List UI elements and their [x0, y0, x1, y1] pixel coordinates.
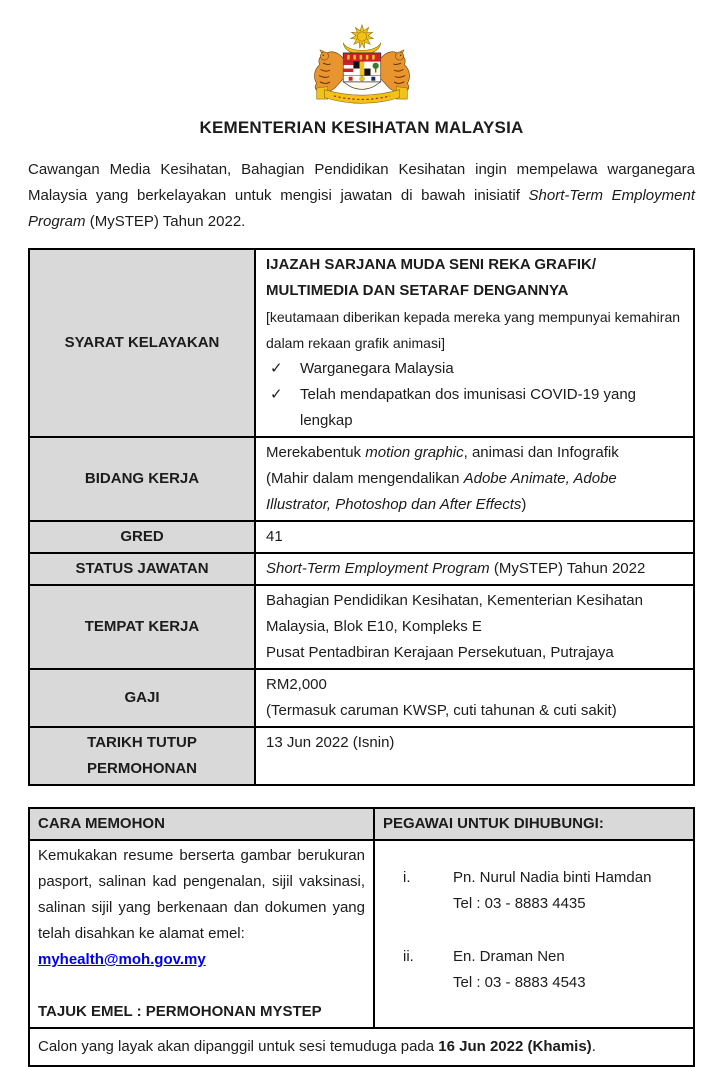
status-value-italic: Short-Term Employment Program [266, 560, 490, 577]
check-icon: ✓ [270, 386, 283, 403]
application-body-row [29, 840, 694, 1028]
tarikh-label-line2: PERMOHONAN [86, 760, 197, 777]
contact-tel: Tel : 03 - 8883 4543 [453, 974, 586, 991]
gaji-label-cell: GAJI [29, 669, 255, 727]
pegawai-header: PEGAWAI UNTUK DIHUBUNGI: [374, 808, 694, 840]
row-status-jawatan [29, 553, 694, 585]
bidang-line1 [266, 440, 683, 466]
intro-text-post: (MySTEP) Tahun 2022. [85, 213, 246, 230]
tempat-line2: Pusat Pentadbiran Kerajaan Persekutuan, Putrajaya [266, 644, 614, 661]
bidang-label-cell: BIDANG KERJA [29, 437, 255, 521]
row-syarat-kelayakan [29, 249, 694, 437]
checklist-item-text: Telah mendapatkan dos imunisasi COVID-19 yang lengkap [300, 386, 637, 429]
qualification-title-line1: IJAZAH SARJANA MUDA SENI REKA GRAFIK/ [266, 256, 597, 273]
footer-text-pre: Calon yang layak akan dipanggil untuk sesi temuduga pada [38, 1038, 439, 1055]
contact-index: ii. [403, 948, 414, 965]
footer-date-bold: 16 Jun 2022 (Khamis) [438, 1038, 592, 1055]
tempat-value-cell [255, 585, 694, 669]
job-details-table [28, 248, 695, 786]
application-header-row [29, 808, 694, 840]
bidang-line1-post: , animasi dan Infografik [463, 444, 619, 461]
bidang-line2 [266, 466, 683, 518]
bidang-line1-italic: motion graphic [365, 444, 464, 461]
interview-note [29, 1028, 694, 1066]
tarikh-label-cell [29, 727, 255, 785]
page-title: KEMENTERIAN KESIHATAN MALAYSIA [199, 118, 524, 137]
status-value-rest: (MySTEP) Tahun 2022 [489, 560, 646, 577]
apply-instructions: Kemukakan resume berserta gambar berukuran pasport, salinan kad pengenalan, sijil vaksinasi, salinan sijil yang berkenaan dan dokumen yang telah disahkan ke alamat emel: [38, 847, 365, 942]
row-gaji [29, 669, 694, 727]
bidang-line2-pre: (Mahir dalam mengendalikan [266, 470, 464, 487]
checklist-item [266, 356, 683, 382]
bidang-line2-post: ) [521, 496, 527, 513]
contact-item [383, 944, 685, 996]
syarat-label-cell: SYARAT KELAYAKAN [29, 249, 255, 437]
status-label-cell: STATUS JAWATAN [29, 553, 255, 585]
gaji-value-cell [255, 669, 694, 727]
row-tarikh-tutup [29, 727, 694, 785]
row-tempat-kerja [29, 585, 694, 669]
contacts-cell [374, 840, 694, 1028]
syarat-value-cell [255, 249, 694, 437]
intro-text-pre: Cawangan Media Kesihatan, Bahagian Pendidikan Kesihatan ingin mempelawa warganegara Malaysia yang berkelayakan untuk mengisi jawatan di bawah inisiatif [28, 161, 695, 204]
tempat-label-cell: TEMPAT KERJA [29, 585, 255, 669]
cara-memohon-header: CARA MEMOHON [29, 808, 374, 840]
footer-row [29, 1028, 694, 1066]
contact-index: i. [403, 869, 411, 886]
intro-paragraph [28, 157, 695, 235]
status-value-cell [255, 553, 694, 585]
row-bidang-kerja [29, 437, 694, 521]
bidang-line2-italic: Adobe Animate, Adobe Illustrator, Photoshop dan After Effects [266, 470, 617, 513]
gred-label-cell: GRED [29, 521, 255, 553]
gaji-note: (Termasuk caruman KWSP, cuti tahunan & cuti sakit) [266, 702, 617, 719]
email-subject-line: TAJUK EMEL : PERMOHONAN MYSTEP [38, 1003, 322, 1020]
coat-of-arms [28, 24, 695, 110]
contact-name: Pn. Nurul Nadia binti Hamdan [453, 869, 652, 886]
contact-tel: Tel : 03 - 8883 4435 [453, 895, 586, 912]
email-link[interactable]: myhealth@moh.gov.my [38, 951, 206, 968]
row-gred [29, 521, 694, 553]
cara-memohon-cell [29, 840, 374, 1028]
checklist-item-text: Warganegara Malaysia [300, 360, 454, 377]
intro-text-italic: Short-Term Employment Program [28, 187, 695, 230]
checklist-item [266, 382, 683, 434]
gaji-amount: RM2,000 [266, 676, 327, 693]
contact-name: En. Draman Nen [453, 948, 565, 965]
bidang-value-cell [255, 437, 694, 521]
check-icon: ✓ [270, 360, 283, 377]
malaysia-coat-of-arms-icon [307, 24, 417, 110]
tempat-line1: Bahagian Pendidikan Kesihatan, Kementerian Kesihatan Malaysia, Blok E10, Kompleks E [266, 592, 643, 635]
tarikh-label-line1: TARIKH TUTUP [87, 734, 197, 751]
gred-value-cell: 41 [255, 521, 694, 553]
tarikh-value-cell: 13 Jun 2022 (Isnin) [255, 727, 694, 785]
footer-text-post: . [591, 1038, 596, 1055]
application-table [28, 807, 695, 1067]
bidang-line1-pre: Merekabentuk [266, 444, 366, 461]
qualification-note: [keutamaan diberikan kepada mereka yang mempunyai kemahiran dalam rekaan grafik animasi] [266, 309, 681, 351]
contact-item [383, 865, 685, 917]
qualification-title-line2: MULTIMEDIA DAN SETARAF DENGANNYA [266, 282, 569, 299]
